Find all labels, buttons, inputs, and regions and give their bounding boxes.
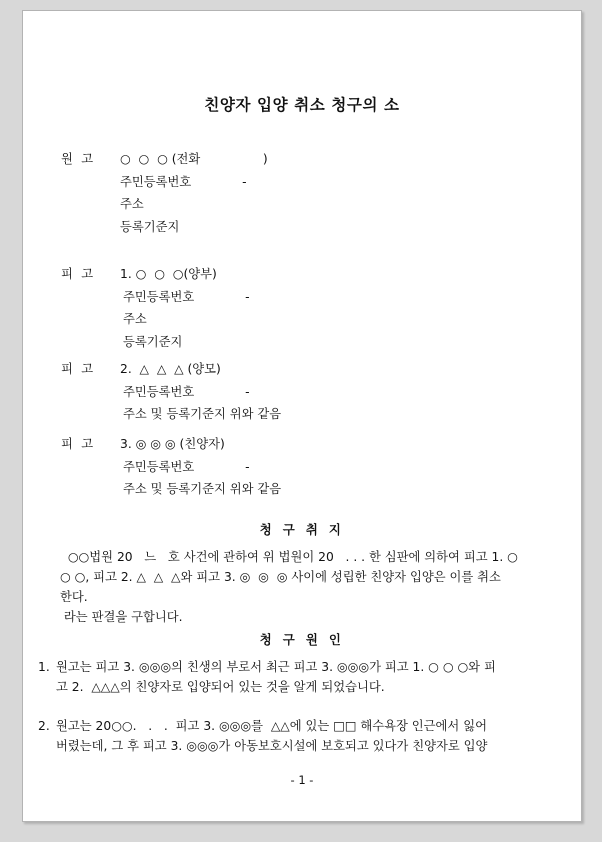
- party-name-defendant-2: 2. △ △ △ (양모): [120, 362, 221, 376]
- party-label-plaintiff: 원 고: [61, 152, 96, 166]
- party-resident-number-defendant-3: 주민등록번호 -: [123, 459, 250, 474]
- party-label-defendant-2: 피 고: [61, 362, 96, 376]
- claim-cause-line: 고 2. △△△의 친양자로 입양되어 있는 것을 알게 되었습니다.: [56, 680, 385, 694]
- claim-purpose-line: 라는 판결을 구합니다.: [60, 610, 183, 624]
- party-block-defendant-2: [23, 358, 581, 426]
- claim-purpose-line: 한다.: [60, 590, 88, 604]
- party-name-defendant-1: 1. ○ ○ ○(양부): [120, 267, 217, 281]
- document-page-body: [23, 11, 581, 821]
- party-block-defendant-3: [23, 433, 581, 501]
- party-row-name: [23, 263, 581, 286]
- party-resident-number-plaintiff: 주민등록번호 -: [120, 174, 247, 189]
- party-label-defendant-1: 피 고: [61, 267, 96, 281]
- party-row-detail: [23, 381, 581, 404]
- claim-cause-line: 버렸는데, 그 후 피고 3. ◎◎◎가 아동보호시설에 보호되고 있다가 친양자로 입양: [56, 739, 488, 753]
- party-row-detail: [23, 171, 581, 194]
- party-address-defendant-3: 주소 및 등록기준지 위와 같음: [123, 482, 282, 496]
- party-row-detail: [23, 456, 581, 479]
- party-row-detail: [23, 193, 581, 216]
- party-row-detail: [23, 331, 581, 354]
- party-row-name: [23, 148, 581, 171]
- party-block-defendant-1: [23, 263, 581, 353]
- party-address-defendant-1: 주소: [123, 312, 147, 326]
- party-row-detail: [23, 308, 581, 331]
- party-resident-number-defendant-2: 주민등록번호 -: [123, 384, 250, 399]
- party-resident-number-defendant-1: 주민등록번호 -: [123, 289, 250, 304]
- page-number: - 1 -: [290, 773, 314, 787]
- document-page-sheet: [22, 10, 582, 822]
- party-row-detail: [23, 216, 581, 239]
- party-row-name: [23, 358, 581, 381]
- party-registry-base-defendant-1: 등록기준지: [123, 334, 183, 349]
- party-registry-base-plaintiff: 등록기준지: [120, 219, 180, 234]
- party-row-detail: [23, 286, 581, 309]
- claim-cause-paragraph-number: 1.: [38, 660, 50, 674]
- claim-purpose-line: ○○법원 20 느 호 사건에 관하여 위 법원이 20 . . . 한 심판에 의하여 피고 1. ○: [60, 550, 518, 564]
- party-row-detail: [23, 478, 581, 501]
- party-label-defendant-3: 피 고: [61, 437, 96, 451]
- page-title: 친양자 입양 취소 청구의 소: [204, 96, 400, 114]
- section-heading-claim-purpose: 청 구 취 지: [259, 522, 345, 537]
- party-address-plaintiff: 주소: [120, 197, 144, 211]
- party-address-defendant-2: 주소 및 등록기준지 위와 같음: [123, 407, 282, 421]
- party-row-name: [23, 433, 581, 456]
- section-heading-claim-cause: 청 구 원 인: [259, 632, 345, 647]
- party-name-plaintiff: ○ ○ ○ (전화 ): [120, 152, 268, 166]
- party-block-plaintiff: [23, 148, 581, 238]
- claim-cause-paragraph-number: 2.: [38, 719, 50, 733]
- claim-cause-line: 원고는 피고 3. ◎◎◎의 친생의 부로서 최근 피고 3. ◎◎◎가 피고 1. ○ ○ ○와 피: [56, 660, 496, 674]
- claim-cause-line: 원고는 20○○. . . 피고 3. ◎◎◎를 △△에 있는 □□ 해수욕장 인근에서 잃어: [56, 719, 487, 733]
- claim-purpose-line: ○ ○, 피고 2. △ △ △와 피고 3. ◎ ◎ ◎ 사이에 성립한 친양자 입양은 이를 취소: [60, 570, 501, 584]
- party-name-defendant-3: 3. ◎ ◎ ◎ (친양자): [120, 437, 225, 451]
- party-row-detail: [23, 403, 581, 426]
